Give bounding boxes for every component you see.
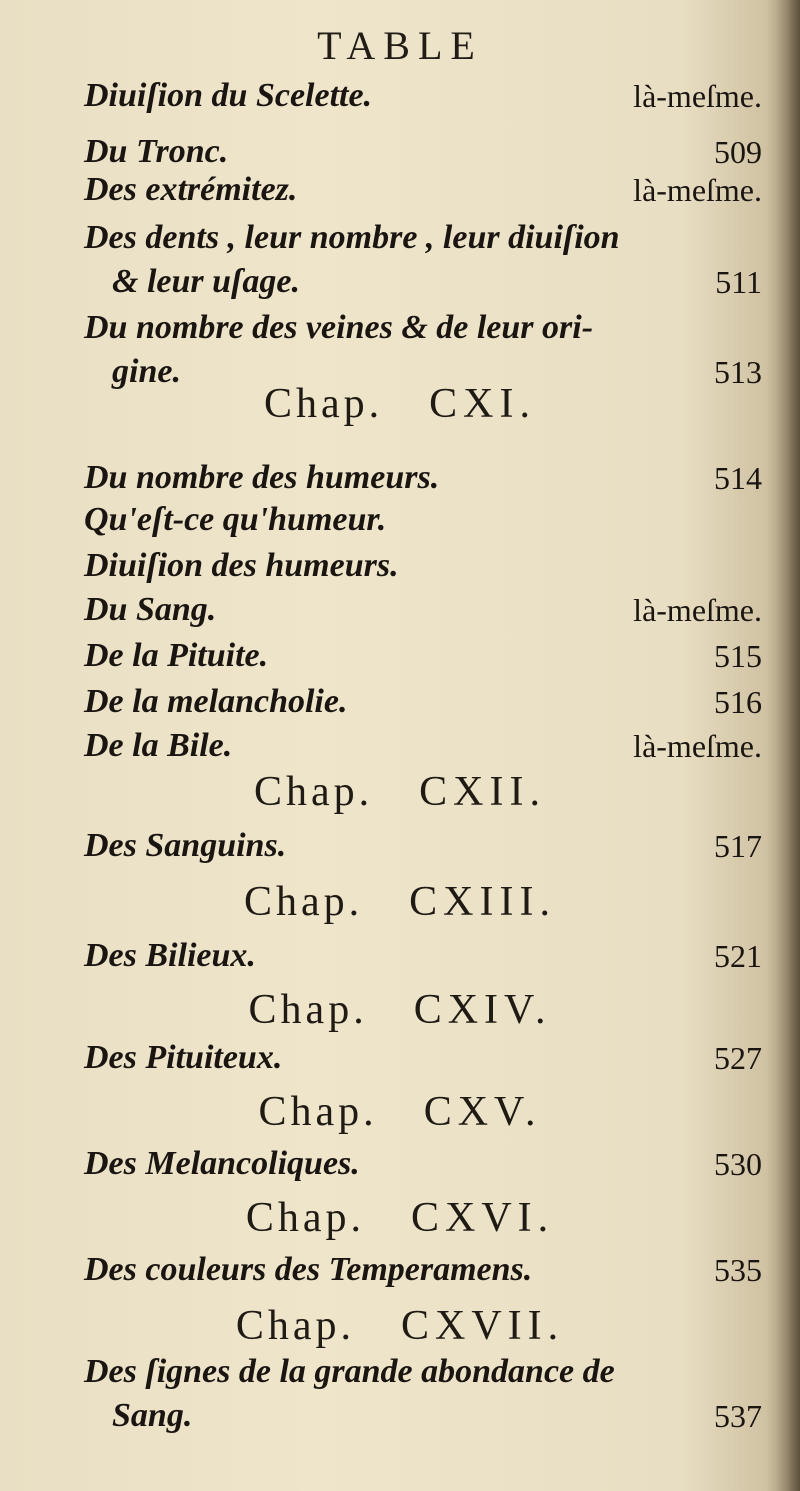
entry-page-number: là-meſme. (633, 728, 762, 764)
entry-title-continued: Sang. (112, 1397, 193, 1434)
chapter-label: Chap. (258, 1089, 378, 1135)
toc-entry (84, 1142, 762, 1186)
chapter-heading (0, 768, 800, 816)
chapter-number: CXVII. (401, 1303, 565, 1349)
toc-entry (84, 1350, 762, 1438)
entry-title: Diuiſion du Scelette. (84, 77, 373, 114)
toc-entry (84, 1248, 762, 1292)
page-header: TABLE (317, 23, 483, 68)
chapter-heading (0, 1302, 800, 1350)
entry-title: Des Sanguins. (84, 827, 287, 864)
toc-entry (84, 588, 762, 632)
entry-page-number: là-meſme. (633, 78, 762, 114)
chapter-number: CXVI. (410, 1195, 555, 1241)
entry-page-number: 511 (715, 264, 762, 300)
toc-entry (84, 168, 762, 212)
chapter-label: Chap. (245, 1195, 365, 1241)
chapter-heading (0, 1088, 800, 1136)
entry-title: Du nombre des veines & de leur ori- (84, 309, 594, 346)
toc-entry (84, 724, 762, 768)
toc-entry (84, 544, 762, 588)
entry-page-number: 530 (714, 1146, 762, 1182)
entry-title: De la melancholie. (84, 683, 348, 720)
chapter-number: CXV. (423, 1089, 542, 1135)
chapter-number: CXI. (429, 381, 536, 427)
entry-page-number: 537 (714, 1398, 762, 1434)
toc-entry (84, 74, 762, 118)
toc-entry (84, 1036, 762, 1080)
entry-page-number: 509 (714, 134, 762, 170)
toc-entry (84, 634, 762, 678)
spine-shadow (766, 0, 800, 1491)
chapter-label: Chap. (235, 1303, 355, 1349)
entry-page-number: 521 (714, 938, 762, 974)
chapter-label: Chap. (264, 381, 384, 427)
entry-title-continued: & leur uſage. (112, 263, 300, 300)
chapter-label: Chap. (244, 879, 364, 925)
entry-page-number: là-meſme. (633, 592, 762, 628)
entry-title-continued: gine. (112, 353, 181, 390)
entry-title: Des extrémitez. (84, 171, 298, 208)
entry-page-number: 515 (714, 638, 762, 674)
entry-title: Du Sang. (84, 591, 217, 628)
chapter-heading (0, 878, 800, 926)
entry-page-number: 514 (714, 460, 762, 496)
chapter-number: CXIII. (409, 879, 556, 925)
entry-title: Des Pituiteux. (84, 1039, 283, 1076)
toc-entry (84, 934, 762, 978)
entry-title: Des couleurs des Temperamens. (84, 1251, 533, 1288)
entry-title: De la Pituite. (84, 637, 269, 674)
toc-entry (84, 498, 762, 542)
entry-title: Des dents , leur nombre , leur diuiſion (84, 219, 620, 256)
entry-title: Qu'eſt-ce qu'humeur. (84, 501, 387, 538)
chapter-label: Chap. (248, 987, 368, 1033)
chapter-number: CXIV. (413, 987, 552, 1033)
chapter-number: CXII. (419, 769, 546, 815)
entry-page-number: 527 (714, 1040, 762, 1076)
entry-title: Diuiſion des humeurs. (84, 547, 399, 584)
toc-entry (84, 216, 762, 304)
entry-page-number: là-meſme. (633, 172, 762, 208)
entry-page-number: 516 (714, 684, 762, 720)
entry-title: Des Bilieux. (84, 937, 256, 974)
entry-title: Du Tronc. (84, 133, 229, 170)
entry-page-number: 535 (714, 1252, 762, 1288)
toc-entry (84, 680, 762, 724)
entry-title: De la Bile. (84, 727, 233, 764)
entry-page-number: 513 (714, 354, 762, 390)
entry-title: Du nombre des humeurs. (84, 459, 440, 496)
chapter-heading (0, 1194, 800, 1242)
toc-entry (84, 824, 762, 868)
chapter-heading (0, 380, 800, 428)
entry-title: Des ſignes de la grande abondance de (84, 1353, 615, 1390)
entry-page-number: 517 (714, 828, 762, 864)
chapter-label: Chap. (254, 769, 374, 815)
chapter-heading (0, 986, 800, 1034)
entry-title: Des Melancoliques. (84, 1145, 360, 1182)
toc-entry (84, 456, 762, 500)
